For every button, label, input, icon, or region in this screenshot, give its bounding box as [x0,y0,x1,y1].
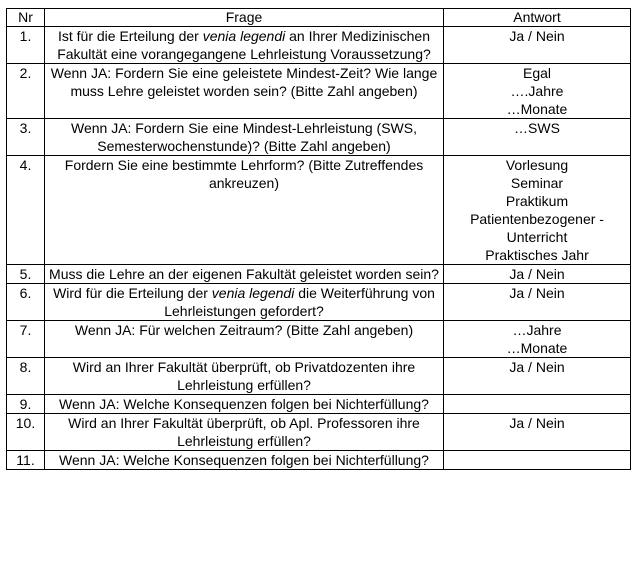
table-row [7,64,631,119]
answer-cell [444,265,631,284]
answer-cell [444,321,631,358]
question-text [45,265,444,284]
table-row [7,451,631,470]
question-number: 2. [7,64,45,119]
question-text-part: die Weiterführung von Lehrleistungen gefordert? [164,285,435,319]
answer-option: Unterricht [506,229,568,245]
question-number: 7. [7,321,45,358]
answer-cell [444,451,631,470]
answer-cell [444,119,631,156]
answer-option: Patientenbezogener - [470,211,604,227]
question-text [45,64,444,119]
question-text-part: Wenn JA: Welche Konsequenzen folgen bei Nichterfüllung? [59,396,429,412]
table-row [7,321,631,358]
question-text [45,284,444,321]
header-row [7,9,631,27]
question-text-part: Wenn JA: Welche Konsequenzen folgen bei Nichterfüllung? [59,452,429,468]
answer-option: Praktikum [505,193,569,209]
table-row [7,156,631,265]
answer-cell [444,358,631,395]
question-text [45,414,444,451]
question-text [45,395,444,414]
table-body [7,27,631,470]
questionnaire-wrapper [6,8,631,470]
question-text-part: Fordern Sie eine bestimmte Lehrform? (Bitte Zutreffendes ankreuzen) [64,157,424,191]
question-text-part: Wenn JA: Fordern Sie eine Mindest-Lehrleistung (SWS, Semesterwochenstunde)? (Bitte Zahl angeben) [70,120,417,154]
answer-option: ….Jahre [510,83,564,99]
question-text-part: Muss die Lehre an der eigenen Fakultät geleistet worden sein? [49,266,439,282]
answer-option: Seminar [510,175,564,191]
question-text-part: Wird an Ihrer Fakultät überprüft, ob Apl. Professoren ihre Lehrleistung erfüllen? [68,415,420,449]
header-antwort: Antwort [444,9,631,27]
question-text [45,156,444,265]
question-text-italic: venia legendi [211,285,295,301]
question-text [45,119,444,156]
question-text [45,27,444,64]
header-nr: Nr [7,9,45,27]
table-row [7,395,631,414]
answer-option: Ja / Nein [509,415,565,431]
question-number: 1. [7,27,45,64]
question-number: 9. [7,395,45,414]
answer-option: Praktisches Jahr [485,247,589,263]
question-text-part: Wird für die Erteilung der [53,285,212,301]
table-row [7,119,631,156]
answer-option: …Monate [506,340,568,356]
table-row [7,414,631,451]
answer-option: Egal [522,65,552,81]
answer-cell [444,27,631,64]
question-text-part: Ist für die Erteilung der [57,28,203,44]
answer-cell [444,156,631,265]
answer-option: Ja / Nein [509,285,565,301]
question-number: 5. [7,265,45,284]
question-text [45,321,444,358]
answer-cell [444,284,631,321]
question-number: 3. [7,119,45,156]
answer-option: …Monate [506,101,568,117]
question-number: 4. [7,156,45,265]
answer-cell [444,64,631,119]
question-text [45,451,444,470]
question-text-part: Wenn JA: Fordern Sie eine geleistete Mindest-Zeit? Wie lange muss Lehre geleistet worden sein? (Bitte Zahl angeben) [50,65,438,99]
answer-option: …SWS [514,120,560,136]
question-number: 11. [7,451,45,470]
questionnaire-table [6,8,631,470]
question-text-part: Wird an Ihrer Fakultät überprüft, ob Privatdozenten ihre Lehrleistung erfüllen? [72,359,416,393]
question-text-part: an Ihrer Medizinischen Fakultät eine vorangegangene Lehrleistung Voraussetzung? [57,28,431,62]
answer-cell [444,395,631,414]
question-number: 8. [7,358,45,395]
table-row [7,358,631,395]
question-text-italic: venia legendi [202,28,286,44]
answer-option: Ja / Nein [509,28,565,44]
table-row [7,265,631,284]
question-number: 6. [7,284,45,321]
question-text-part: Wenn JA: Für welchen Zeitraum? (Bitte Zahl angeben) [74,322,414,338]
table-row [7,284,631,321]
answer-option: …Jahre [512,322,562,338]
question-text [45,358,444,395]
answer-option: Ja / Nein [509,266,565,282]
answer-option: Vorlesung [505,157,569,173]
answer-cell [444,414,631,451]
question-number: 10. [7,414,45,451]
header-frage: Frage [45,9,444,27]
answer-option: Ja / Nein [509,359,565,375]
table-row [7,27,631,64]
